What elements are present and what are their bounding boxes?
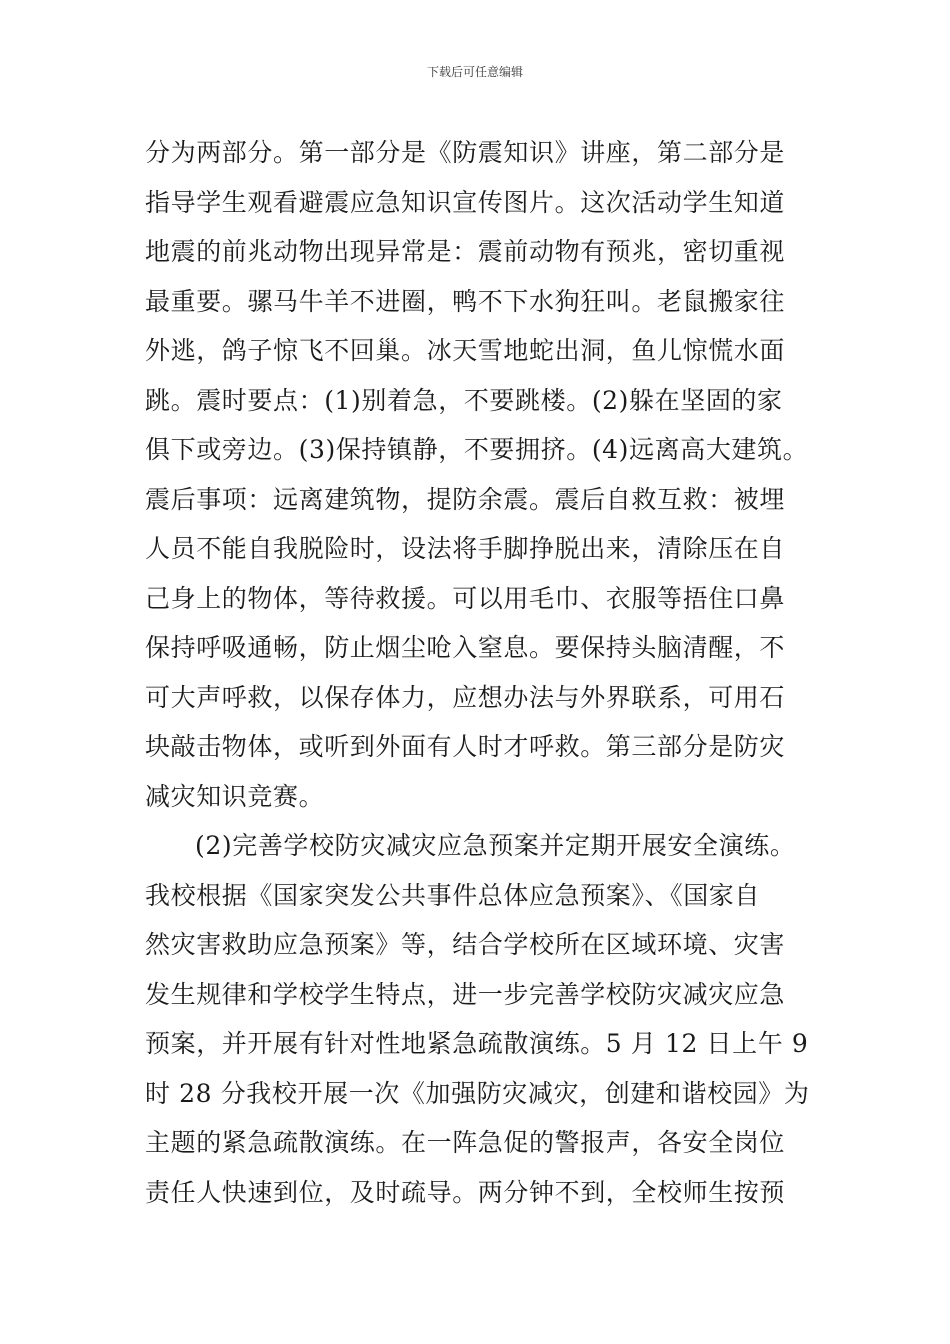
text-line: 俱下或旁边。(3)保持镇静，不要拥挤。(4)远离高大建筑。 (145, 435, 809, 464)
text-line: 然灾害救助应急预案》等，结合学校所在区域环境、灾害 (145, 930, 786, 959)
text-line: 发生规律和学校学生特点，进一步完善学校防灾减灾应急 (145, 979, 786, 1009)
text-line: 主题的紧急疏散演练。在一阵急促的警报声，各安全岗位 (145, 1128, 786, 1157)
text-line: 保持呼吸通畅，防止烟尘呛入窒息。要保持头脑清醒，不 (145, 633, 786, 662)
page-header: 下载后可任意编辑 (426, 65, 523, 79)
text-line: 震后事项：远离建筑物，提防余震。震后自救互救：被埋 (145, 484, 786, 514)
text-line: 指导学生观看避震应急知识宣传图片。这次活动学生知道 (145, 187, 786, 217)
text-line: 己身上的物体，等待救援。可以用毛巾、衣服等捂住口鼻 (145, 583, 786, 613)
body-text (145, 128, 865, 1217)
text-line: 地震的前兆动物出现异常是：震前动物有预兆，密切重视 (145, 237, 786, 266)
text-line: 时 28 分我校开展一次《加强防灾减灾，创建和谐校园》为 (145, 1078, 810, 1108)
text-line: 责任人快速到位，及时疏导。两分钟不到，全校师生按预 (145, 1177, 786, 1207)
text-line: 可大声呼救，以保存体力，应想办法与外界联系，可用石 (145, 682, 786, 712)
text-line: 分为两部分。第一部分是《防震知识》讲座，第二部分是 (145, 138, 786, 167)
text-line: 预案，并开展有针对性地紧急疏散演练。5 月 12 日上午 9 (145, 1029, 809, 1058)
text-line: 减灾知识竞赛。 (145, 781, 325, 811)
text-line: 外逃，鸽子惊飞不回巢。冰天雪地蛇出洞，鱼儿惊慌水面 (145, 336, 786, 365)
text-line-indented: (2)完善学校防灾减灾应急预案并定期开展安全演练。 (195, 831, 796, 860)
text-line: 我校根据《国家突发公共事件总体应急预案》、《国家自 (145, 880, 761, 910)
text-line: 最重要。骡马牛羊不进圈，鸭不下水狗狂叫。老鼠搬家往 (145, 286, 786, 316)
text-line: 人员不能自我脱险时，设法将手脚挣脱出来，清除压在自 (145, 534, 786, 563)
text-line: 块敲击物体，或听到外面有人时才呼救。第三部分是防灾 (145, 732, 786, 761)
text-line: 跳。震时要点：(1)别着急，不要跳楼。(2)躲在坚固的家 (145, 385, 783, 415)
